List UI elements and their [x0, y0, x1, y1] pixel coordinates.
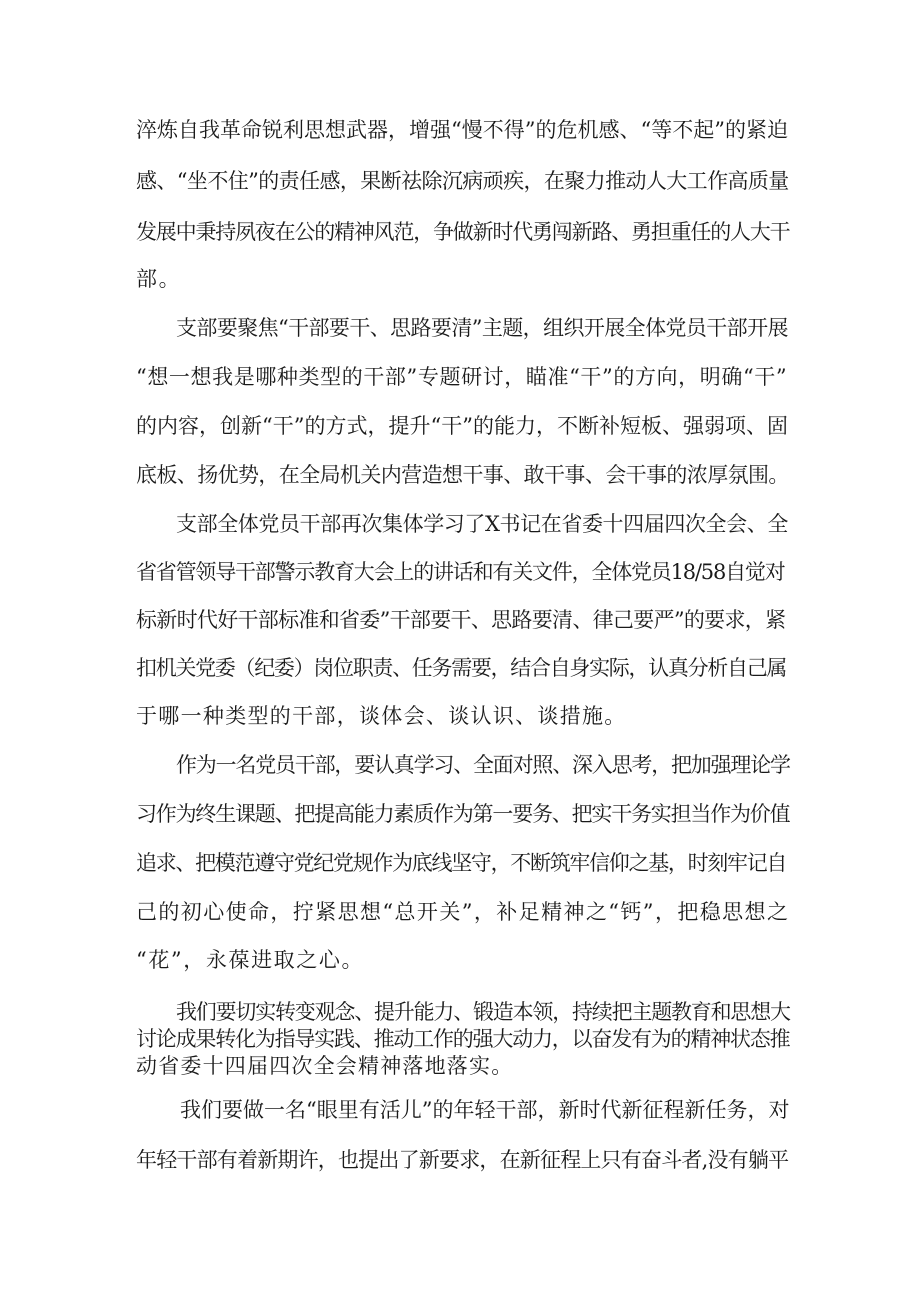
- paragraph-line: 淬炼自我革命锐利思想武器，增强“慢不得”的危机感、“等不起”的紧迫: [136, 118, 788, 142]
- paragraph-line: 年轻干部有着新期许，也提出了新要求，在新征程上只有奋斗者,没有躺平: [136, 1148, 789, 1172]
- paragraph-line: 发展中秉持夙夜在公的精神风范，争做新时代勇闯新路、勇担重任的人大干: [136, 220, 790, 244]
- paragraph-line: 作为一名党员干部，要认真学习、全面对照、深入思考，把加强理论学: [176, 753, 790, 777]
- paragraph-line: 讨论成果转化为指导实践、推动工作的强大动力，以奋发有为的精神状态推: [136, 1027, 790, 1051]
- paragraph-line: 底板、扬优势，在全局机关内营造想干事、敢干事、会干事的浓厚氛围。: [136, 463, 789, 487]
- paragraph-line: 动省委十四届四次全会精神落地落实。: [136, 1054, 514, 1078]
- paragraph-line: 扣机关党委（纪委）岗位职责、任务需要，结合自身实际，认真分析自己属: [136, 656, 787, 680]
- paragraph-line: 部。: [136, 267, 182, 291]
- paragraph-line: 感、“坐不住”的责任感，果断祛除沉病顽疾，在聚力推动人大工作高质量: [136, 169, 789, 193]
- paragraph-line: “花”，永葆进取之心。: [136, 948, 365, 972]
- paragraph-line: 的内容，创新“干”的方式，提升“干”的能力，不断补短板、强弱项、固: [136, 414, 788, 438]
- paragraph-line: 习作为终生课题、把提高能力素质作为第一要务、把实干务实担当作为价值: [136, 802, 790, 826]
- paragraph-line: 我们要做一名“眼里有活儿”的年轻干部，新时代新征程新任务，对: [180, 1098, 790, 1122]
- paragraph-line: 于哪一种类型的干部，谈体会、谈认识、谈措施。: [136, 704, 627, 728]
- paragraph-line: 我们要切实转变观念、提升能力、锻造本领，持续把主题教育和思想大: [176, 1000, 790, 1024]
- paragraph-line: 追求、把模范遵守党纪党规作为底线坚守，不断筑牢信仰之基，时刻牢记自: [136, 851, 787, 875]
- paragraph-line: “想一想我是哪种类型的干部”专题研讨，瞄准“干”的方向，明确“干”: [136, 365, 788, 389]
- paragraph-line: 支部全体党员干部再次集体学习了X书记在省委十四届四次全会、全: [176, 512, 788, 536]
- paragraph-line: 己的初心使命，拧紧思想“总开关”，补足精神之“钙”，把稳思想之: [136, 900, 790, 924]
- paragraph-line: 支部要聚焦“干部要干、思路要清”主题，组织开展全体党员干部开展: [176, 316, 788, 340]
- paragraph-line: 省省管领导干部警示教育大会上的讲话和有关文件，全体党员18/58自觉对: [136, 560, 785, 584]
- paragraph-line: 标新时代好干部标准和省委”干部要干、思路要清、律己要严”的要求，紧: [136, 608, 786, 632]
